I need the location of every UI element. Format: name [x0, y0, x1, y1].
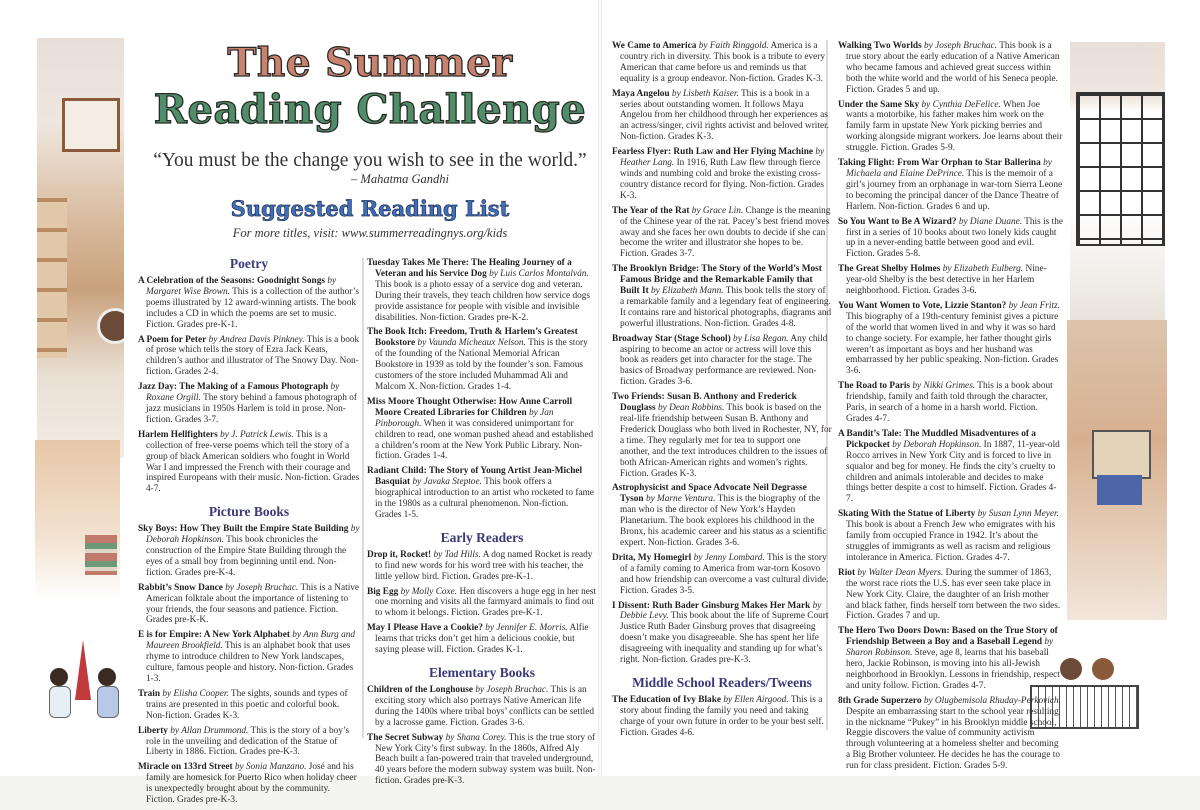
open-book-icon [1092, 430, 1151, 479]
book-entry [612, 553, 832, 597]
book-author: by Vaunda Micheaux Nelson. [417, 338, 526, 349]
book-title: The Brooklyn Bridge: The Story of the World’s Most Famous Bridge and the Remarkable Family that Built It [612, 264, 822, 297]
book-title: The Hero Two Doors Down: Based on the True Story of Friendship Between a Boy and a Baseball Legend [838, 626, 1058, 648]
book-description: This book about the life of Supreme Court Justice Ruth Bader Ginsburg proves that disagreeing doesn’t make you disagreeable. She has spent her life disagreeing with inequality and standing up for what’s right. Non-fiction. Grades pre-K-3. [620, 611, 829, 666]
kid-figure-icon [1092, 658, 1114, 680]
book-author: by Molly Coxe. [400, 586, 458, 597]
book-title: A Poem for Peter [138, 334, 207, 345]
librarian-figure-icon [97, 308, 124, 344]
book-author: by Michaela and Elaine DePrince. [846, 158, 1052, 179]
book-description: Any child aspiring to become an actor or actress will love this book as readers get into character for the stage. The basics of Broadway performance are reviewed. Non-fiction. Grades 3-6. [620, 333, 828, 388]
book-entry [138, 276, 360, 331]
book-title: A Celebration of the Seasons: Goodnight Songs [138, 276, 325, 286]
book-description: When Joe wants a motorbike, his father makes him work on the family farm in upstate New York picking berries and working alongside migrant workers. Joe learns about their struggle. Fiction. Grades 5-9. [846, 99, 1063, 154]
book-title: Rabbit’s Snow Dance [138, 582, 223, 593]
section-heading-elementary-books: Elementary Books [428, 665, 536, 680]
book-entry [838, 696, 1063, 772]
book-title: Miss Moore Thought Otherwise: How Anne Carroll Moore Created Libraries for Children [367, 396, 573, 418]
kid-body-icon [49, 686, 71, 718]
rocket-icon [75, 640, 91, 700]
book-entry [138, 335, 360, 379]
book-author: by Elizabeth Eulberg. [942, 264, 1024, 275]
book-title: Skating With the Statue of Liberty [838, 509, 976, 520]
reader-figure-icon [1097, 475, 1142, 505]
column-divider [362, 258, 364, 738]
book-title: 8th Grade Superzero [838, 695, 922, 706]
book-entry [367, 258, 597, 323]
kid-figure-icon [50, 668, 68, 686]
book-entry [838, 626, 1063, 691]
book-author: by Cynthia DeFelice. [921, 99, 1001, 110]
book-description: This is a book of prose which tells the story of Ezra Jack Keats, children’s author and illustrator of The Snowy Day. Non-fiction. Grades 2-4. [146, 334, 360, 378]
book-title: Harlem Hellfighters [138, 429, 218, 440]
book-author: by Olugbemisola Rhuday-Perkovich. [923, 695, 1061, 706]
book-title: Radiant Child: The Story of Young Artist Jean-Michel Basquiat [367, 466, 583, 488]
book-entry [838, 381, 1063, 425]
quote-attribution: – Mahatma Gandhi [351, 172, 449, 186]
book-author: by Deborah Hopkinson. [892, 439, 982, 450]
book-author: by Ann Burg and Maureen Brookfield. [146, 630, 356, 652]
book-entry [838, 429, 1063, 505]
book-entry [838, 158, 1063, 213]
book-entry [838, 301, 1063, 377]
book-entry [838, 41, 1063, 96]
book-description: This is the story of the founding of the National Memorial African Bookstore in 1939 as told by the founder’s son. Famous customers of the store included Muhammad Ali and Malcom X. Non-fiction. Grades 1-4. [375, 338, 588, 392]
book-title: May I Please Have a Cookie? [367, 623, 483, 634]
book-author: by J. Patrick Lewis. [220, 429, 294, 440]
book-entry [367, 397, 597, 462]
book-title: Miracle on 133rd Street [138, 762, 233, 773]
book-entry [612, 483, 832, 548]
book-description: This is the first in a series of 10 books about two lonely kids caught up in a never-ending battle between good and evil. Fiction. Grades 5-8. [846, 216, 1063, 260]
page-title-line1: The Summer [227, 40, 513, 86]
book-author: by Jean Fritz. [1008, 300, 1061, 311]
book-author: by Joseph Bruchac. [225, 582, 299, 593]
book-author: by Deborah Hopkinson. [146, 524, 360, 546]
girl-at-table-illustration [35, 440, 120, 600]
book-title: Liberty [138, 725, 168, 736]
book-description: This book is a true story about the early education of a Native American who became famous and achieved great success within both the white world and the world of his Seneca people. Fiction. Grades 5 and up. [846, 41, 1060, 95]
book-title: Drop it, Rocket! [367, 549, 432, 560]
book-author: by Faith Ringgold. [698, 41, 769, 51]
book-entry [367, 733, 597, 788]
book-author: by Diane Duane. [958, 216, 1023, 227]
book-description: The sights, sounds and types of trains are presented in this poetic and colorful book. Non-fiction. Grades K-3. [146, 688, 348, 721]
book-description: This is the story of a boy’s role in the unveiling and dedication of the Statue of Liberty in 1886. Fiction. Grades pre-K-3. [146, 725, 350, 758]
book-entry [612, 334, 832, 389]
page-title-line2: Reading Challenge [153, 86, 587, 133]
book-title: The Road to Paris [838, 381, 911, 392]
book-entry [838, 509, 1063, 564]
bookshelf-icon [37, 198, 67, 358]
book-entry [138, 524, 360, 579]
book-author: by Jenny Lombard. [693, 552, 765, 563]
book-entry [612, 264, 832, 329]
window-icon [1076, 92, 1165, 246]
book-author: by Margaret Wise Brown. [146, 276, 337, 297]
book-title: You Want Women to Vote, Lizzie Stanton? [838, 300, 1007, 311]
book-description: This is a Native American folktale about the importance of listening to your friends, the four seasons and patience. Fiction. Grades pre-K-K. [146, 582, 360, 626]
book-entry [838, 217, 1063, 261]
book-title: Children of the Longhouse [367, 685, 473, 695]
book-entry [367, 685, 597, 729]
children-reading-illustration [1067, 320, 1167, 620]
book-author: by Roxane Orgill. [146, 382, 340, 404]
book-description: Alfie learns that tricks don’t get him a delicious cookie, but saying please will. Fiction. Grades K-1. [375, 623, 589, 656]
book-description: Nine-year-old Shelby is the best detective in her Harlem neighborhood. Fiction. Grades 3-6. [846, 264, 1047, 297]
book-title: A Bandit’s Tale: The Muddled Misadventures of a Pickpocket [838, 428, 1036, 450]
section-heading-early-readers: Early Readers [440, 529, 524, 545]
column-2 [367, 258, 597, 791]
visit-website-text: For more titles, visit: www.summerreadingnys.org/kids [232, 226, 508, 240]
book-entry [612, 89, 832, 144]
column-4 [838, 41, 1063, 776]
book-entry [367, 623, 597, 656]
book-entry [138, 689, 360, 722]
book-title: Maya Angelou [612, 88, 670, 99]
section-heading-poetry: Poetry [229, 256, 269, 271]
book-author: by Ellen Airgood. [723, 694, 789, 705]
book-description: José and his family are homesick for Puerto Rico when holiday cheer is unexpectedly brought about by the community. Fiction. Grades pre-K-3. [146, 762, 357, 806]
book-title: Jazz Day: The Making of a Famous Photograph [138, 382, 329, 393]
book-author: by Joseph Bruchac. [475, 685, 549, 695]
library-scene-illustration [37, 38, 124, 458]
book-description: In 1916, Ruth Law flew through fierce winds and numbing cold and broke the existing cross-country distance record for flying. Non-fiction. Grades K-3. [620, 158, 824, 201]
book-author: by Tad Hills. [433, 549, 481, 560]
book-description: The story behind a famous photograph of jazz musicians in 1950s Harlem is told in prose. Non-fiction. Grades 3-7. [146, 393, 357, 425]
book-description: When it was considered unimportant for children to read, one woman pushed ahead and established a children’s room at the New York Public Library. Non-fiction. Grades 1-4. [375, 418, 594, 462]
book-description: This is a book in a series about outstanding women. It follows Maya Angelou from her childhood through her experiences as an actress/singer, civil rights activist and beloved writer. Non-fiction. Grades K-3. [620, 88, 830, 143]
book-author: by Shana Corey. [445, 732, 507, 743]
book-entry [138, 630, 360, 685]
book-author: by Heather Lang. [620, 147, 825, 169]
book-description: This is an alphabet book that uses rhyme to introduce children to New York landscapes, culture, famous people and history. Non-fiction. Grades 1-3. [146, 641, 354, 684]
book-title: Two Friends: Susan B. Anthony and Frederick Douglass [612, 392, 797, 414]
book-author: by Nikki Grimes. [912, 381, 976, 392]
reading-list-subtitle: Suggested Reading List [230, 196, 510, 221]
book-description: This biography of a 19th-century feminist gives a picture of the world that women lived in and why it was so hard to change society. For example, her father thought girls weren’t as important as boys and her husband was embarrassed by her public speaking. Non-fiction. Grades 3-6. [846, 311, 1059, 377]
book-description: This is the biography of the man who is the director of New York’s Hayden Planetarium. The book explores his childhood in the Bronx, his academic career and his status as a scientific expert. Non-fiction. Grades 3-6. [620, 494, 827, 548]
quote: “You must be the change you wish to see in the world.” [153, 150, 587, 171]
book-description: This book is about a French Jew who emigrates with his family from occupied France in 1942. It’s about the struggles of immigrants as well as racism and religious intolerance in America. Fiction. Grades 4-7. [846, 520, 1056, 563]
book-description: This book tells the story of a remarkable family and a legendary feat of engineering. It contains rare and historical photographs, diagrams and powerful illustrations. Non-fiction. Grades 4-8. [620, 286, 832, 329]
book-description: Steve, age 8, learns that his baseball hero, Jackie Robinson, is moving into his all-Jewish neighborhood in Brooklyn. Lessons in friendship, respect and unity follow. Fiction. Grades 4-7. [846, 648, 1060, 691]
book-author: by Joseph Bruchac. [924, 41, 998, 51]
book-author: by Javaka Steptoe. [412, 477, 482, 488]
book-author: by Jan Pinborough. [375, 407, 554, 429]
book-description: Change is the meaning of the Chinese year of the rat. Pacey’s best friend moves away and she faces her own doubts to decide if she can become the writer and illustrator she hopes to be. Fiction. Grades 3-7. [620, 205, 831, 260]
book-title: Under the Same Sky [838, 99, 920, 110]
section-heading-picture-books: Picture Books [208, 504, 290, 520]
book-entry [367, 327, 597, 392]
book-author: by Susan Lynn Meyer. [977, 509, 1059, 520]
book-author: by Elisha Cooper. [162, 688, 229, 699]
book-description: This is the story of a family coming to America from war-torn Kosovo and how friendship can overcome a vast cultural divide. Fiction. Grades 3-5. [620, 552, 829, 596]
book-entry [612, 41, 832, 85]
book-title: Broadway Star (Stage School) [612, 333, 731, 344]
book-entry [838, 264, 1063, 297]
book-title: Big Egg [367, 586, 399, 597]
book-title: Walking Two Worlds [838, 41, 922, 51]
book-author: by Andrea Davis Pinkney. [208, 334, 305, 345]
book-title: The Book Itch: Freedom, Truth & Harlem’s Greatest Bookstore [367, 327, 578, 349]
book-author: by Lisa Regan. [733, 333, 789, 344]
book-author: by Elizabeth Mann. [651, 286, 724, 297]
book-description: A dog named Rocket is ready to find new words for his word tree with his teacher, the little yellow bird. Fiction. Grades pre-K-1. [375, 549, 593, 582]
book-author: by Lisbeth Kaiser. [671, 88, 739, 99]
book-description: This is the true story of New York City’s first subway. In the 1860s, Alfred Aly Beach built a fan-powered train that traveled underground, 40 years before the modern subway system was built. Non-fiction. Grades pre-K-3. [375, 732, 596, 787]
column-3 [612, 41, 832, 743]
book-title: We Came to America [612, 41, 697, 51]
book-description: In 1887, 11-year-old Rocco arrives in New York City and is forced to live in squalor and beg for money. He finds the city’s cruelty to children and animals intolerable and decides to make things better despite a cost to himself. Fiction. Grades 4-7. [846, 439, 1060, 505]
book-title: The Year of the Rat [612, 205, 690, 216]
book-description: Despite an embarrassing start to the school year resulting in the nickname “Pukey” in his Brooklyn middle school, Reggie discovers the value of community activism through volunteering at a homeless shelter and becoming a Big Brother volunteer. He decides he has the courage to run for class president. Fiction. Grades 5-9. [846, 706, 1061, 772]
book-description: America is a country rich in diversity. This book is a tribute to every American that came before us and reminds us that equality is a group endeavor. Non-fiction. Grades K-3. [620, 41, 826, 84]
book-author: by Debbie Levy. [620, 600, 822, 622]
book-title: The Great Shelby Holmes [838, 264, 941, 275]
column-1 [138, 256, 360, 810]
book-title: The Education of Ivy Blake [612, 694, 721, 705]
book-entry [138, 430, 360, 495]
book-description: This book is a photo essay of a service dog and veteran. During their travels, they teach children how service dogs provide assistance for people with visible and invisible disabilities. Non-fiction. Grades pre-K-2. [375, 279, 591, 323]
book-entry [367, 587, 597, 620]
book-description: This is the memoir of a girl’s journey from an orphanage in war-torn Sierra Leone to becoming the principal dancer of the Dance Theatre of Harlem. Non-fiction. Grades 6 and up. [846, 168, 1063, 212]
book-entry [138, 583, 360, 627]
book-description: This is a book about friendship, family and faith told through the character, Paris, in search of a home in a harsh world. Fiction. Grades 4-7. [846, 381, 1053, 424]
book-author: by Marne Ventura. [645, 494, 716, 505]
book-entry [367, 466, 597, 521]
book-entry [612, 695, 832, 739]
book-stack-icon [85, 535, 117, 575]
kids-with-rocket-illustration [40, 640, 130, 730]
book-title: I Dissent: Ruth Bader Ginsburg Makes Her Mark [612, 600, 811, 611]
book-entry [838, 568, 1063, 623]
book-author: by Jennifer E. Morris. [485, 623, 568, 634]
book-author: by Dean Robbins. [657, 403, 725, 414]
book-title: Fearless Flyer: Ruth Law and Her Flying Machine [612, 147, 813, 158]
section-heading-middle-school: Middle School Readers/Tweens [632, 674, 812, 690]
book-title: The Secret Subway [367, 732, 444, 743]
book-title: Riot [838, 567, 856, 578]
book-entry [612, 601, 832, 666]
kid-figure-icon [98, 668, 116, 686]
book-author: by Sharon Robinson. [846, 637, 1054, 659]
book-description: This book is based on the real-life friendship between Susan B. Anthony and Frederick Douglass who both lived in Rochester, NY, for a time. They regularly met for tea to support one another, and the text introduces children to the issues of both African-American rights and women’s rights. Fiction. Grades K-3. [620, 403, 832, 479]
book-entry [367, 550, 597, 583]
book-entry [612, 206, 832, 261]
book-title: Astrophysicist and Space Advocate Neil Degrasse Tyson [612, 483, 807, 505]
book-description: This is a story about finding the family you need and taking charge of your own future in order to be your best self. Fiction. Grades 4-6. [620, 694, 824, 738]
book-author: by Grace Lin. [691, 205, 744, 216]
kid-body-icon [97, 686, 119, 718]
picture-frame-icon [62, 98, 120, 152]
book-entry [138, 726, 360, 759]
book-description: This book offers a biographical introduction to an artist who rocketed to fame in the 1980s as a cultural phenomenon. Non-fiction. Grades 1-5. [375, 477, 594, 520]
book-author: by Luis Carlos Montalván. [489, 268, 589, 279]
book-description: Hen discovers a huge egg in her nest one morning and visits all the farmyard animals to find out to whom it belongs. Fiction. Grades pre-K-1. [375, 586, 597, 619]
book-entry [612, 392, 832, 479]
book-title: Drita, My Homegirl [612, 552, 692, 563]
book-title: E is for Empire: A New York Alphabet [138, 630, 290, 641]
book-title: So You Want to Be A Wizard? [838, 216, 957, 227]
book-entry [138, 762, 360, 806]
book-entry [612, 147, 832, 202]
book-entry [138, 382, 360, 426]
book-title: Sky Boys: How They Built the Empire State Building [138, 524, 349, 535]
book-description: During the summer of 1863, the worst race riots the U.S. has ever seen take place in New York City. Claire, the daughter of an Irish mother and black father, finds herself torn between the two sides. Fiction. Grades 7 and up. [846, 567, 1061, 622]
book-description: This is a collection of the author’s poems illustrated by 12 award-winning artists. The book includes a CD in which the poems are set to music. Fiction. Grades pre-K-1. [146, 286, 359, 330]
book-title: Taking Flight: From War Orphan to Star Ballerina [838, 158, 1041, 169]
book-description: This book chronicles the construction of the Empire State Building through the eyes of a small boy from beginning until end. Non-fiction. Grades pre-K-4. [146, 535, 347, 578]
book-title: Tuesday Takes Me There: The Healing Journey of a Veteran and his Service Dog [367, 258, 572, 279]
page-fold [598, 0, 602, 776]
book-description: This is a collection of free-verse poems which tell the story of a group of black American soldiers who fought in World War I and impressed the French with their courage and inspired Europeans with their music. Non-fiction. Grades 4-7. [146, 429, 360, 495]
book-author: by Walter Dean Myers. [857, 567, 944, 578]
book-description: This is an exciting story which also portrays Native American life during the 1400s where tribal boys’ conflicts can be settled by a lacrosse game. Fiction. Grades 3-6. [375, 685, 595, 728]
book-author: by Sonia Manzano. [234, 762, 307, 773]
classroom-window-illustration [1070, 42, 1165, 322]
book-author: by Allan Drummond. [170, 725, 249, 736]
book-entry [838, 100, 1063, 155]
kid-figure-icon [1060, 658, 1082, 680]
book-title: Train [138, 688, 161, 699]
